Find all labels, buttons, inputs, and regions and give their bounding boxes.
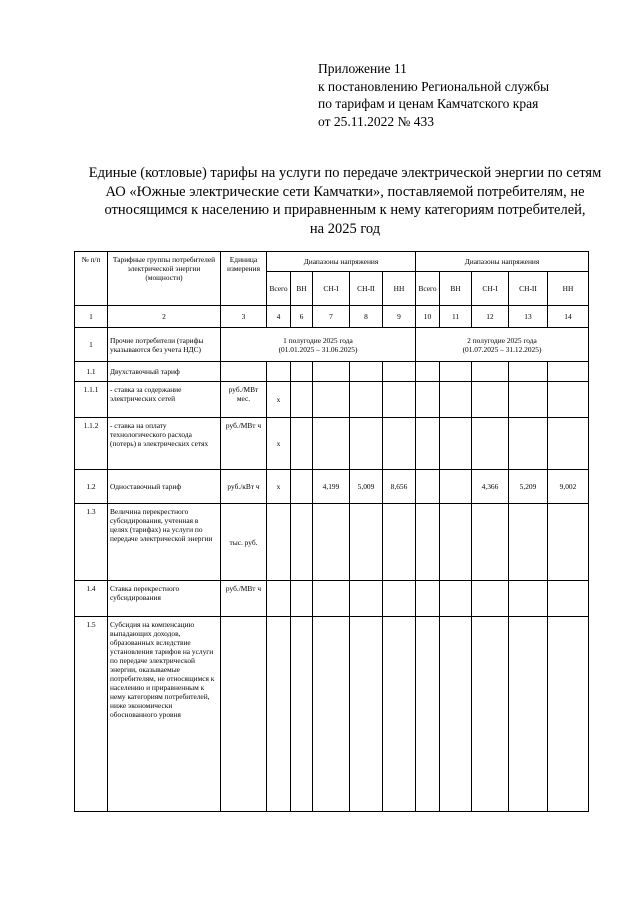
header-voltage-cell: СН-I <box>472 272 509 306</box>
row-num: 1.2 <box>75 470 108 504</box>
value-cell <box>472 418 509 470</box>
value-cell <box>383 581 416 617</box>
header-groups: Тарифные группы потребителей электрической энергии (мощности) <box>108 252 221 306</box>
column-number-row <box>75 306 589 328</box>
half-year-1 <box>221 328 416 362</box>
row-num: 1 <box>75 328 108 362</box>
table-row <box>75 617 589 812</box>
row-unit: руб./МВт ч <box>221 418 267 470</box>
value-cell <box>548 418 589 470</box>
value-cell <box>313 617 350 812</box>
value-cell <box>440 362 472 382</box>
row-name: Субсидия на компенсацию выпадающих доходов, образованных вследствие установления тарифов на услуги по передаче электрической энергии, оказываемые потребителям, не относящимся к населению и приравненным к нему категориям потребителей, ниже экономически обоснованного уровня <box>108 617 221 812</box>
row-name: - ставка на оплату технологического расхода (потерь) в электрических сетях <box>108 418 221 470</box>
value-cell <box>383 418 416 470</box>
header-voltage-cell: ВН <box>440 272 472 306</box>
value-cell: 4,366 <box>472 470 509 504</box>
value-cell <box>472 617 509 812</box>
value-cell <box>267 617 291 812</box>
header-voltage-cell: Всего <box>416 272 440 306</box>
column-number-cell: 12 <box>472 306 509 328</box>
table-row <box>75 382 589 418</box>
value-cell <box>291 362 313 382</box>
value-cell <box>440 617 472 812</box>
value-cell <box>440 418 472 470</box>
title-line: АО «Южные электрические сети Камчатки», поставляемой потребителям, не <box>105 183 585 200</box>
header-row <box>75 252 589 272</box>
header-range-1: Диапазоны напряжения <box>267 252 416 272</box>
row-name: Двухставочный тариф <box>108 362 221 382</box>
value-cell <box>472 581 509 617</box>
value-cell <box>509 418 548 470</box>
value-cell <box>291 581 313 617</box>
column-number-cell: 1 <box>75 306 108 328</box>
value-cell <box>416 617 440 812</box>
value-cell <box>416 470 440 504</box>
header-unit: Единица измерения <box>221 252 267 306</box>
column-number-cell: 11 <box>440 306 472 328</box>
value-cell <box>416 418 440 470</box>
half-year-1-dates: (01.01.2025 – 31.06.2025) <box>278 344 358 354</box>
value-cell <box>416 382 440 418</box>
title-line: относящимся к населению и приравненным к нему категориям потребителей, <box>104 202 586 218</box>
title-line: на 2025 год <box>309 220 381 237</box>
half-year-2 <box>416 328 589 362</box>
value-cell <box>548 581 589 617</box>
value-cell <box>291 504 313 581</box>
value-cell <box>509 382 548 418</box>
column-number-cell: 4 <box>267 306 291 328</box>
value-cell <box>350 418 383 470</box>
row-unit <box>221 617 267 812</box>
row-num: 1.1.1 <box>75 382 108 418</box>
value-cell <box>291 418 313 470</box>
table-row <box>75 418 589 470</box>
row-num: 1.4 <box>75 581 108 617</box>
value-cell: х <box>267 470 291 504</box>
appendix-line: по тарифам и ценам Камчатского края <box>318 96 539 111</box>
value-cell <box>313 362 350 382</box>
column-number-cell: 8 <box>350 306 383 328</box>
appendix-line: от 25.11.2022 № 433 <box>318 113 434 129</box>
value-cell <box>313 382 350 418</box>
value-cell <box>350 617 383 812</box>
value-cell: х <box>267 382 291 418</box>
row-num: 1.1 <box>75 362 108 382</box>
row-name: Одноставочный тариф <box>108 470 221 504</box>
row-num: 1.3 <box>75 504 108 581</box>
table-row <box>75 504 589 581</box>
column-number-cell: 2 <box>108 306 221 328</box>
value-cell <box>313 504 350 581</box>
value-cell <box>472 382 509 418</box>
value-cell <box>509 581 548 617</box>
value-cell <box>509 504 548 581</box>
title-line: Единые (котловые) тарифы на услуги по передаче электрической энергии по сетям <box>88 165 602 181</box>
value-cell <box>350 504 383 581</box>
header-voltage-cell: СН-I <box>313 272 350 306</box>
row-unit: тыс. руб. <box>221 504 267 581</box>
value-cell <box>350 362 383 382</box>
row-name: Ставка перекрестного субсидирования <box>108 581 221 617</box>
row-unit: руб./кВт ч <box>221 470 267 504</box>
row-name: - ставка за содержание электрических сетей <box>108 382 221 418</box>
value-cell <box>291 382 313 418</box>
row-num: 1.5 <box>75 617 108 812</box>
appendix-line: Приложение 11 <box>318 61 407 76</box>
value-cell <box>440 581 472 617</box>
half-year-1-label: 1 полугодие 2025 года <box>283 335 353 345</box>
column-number-cell: 9 <box>383 306 416 328</box>
header-voltage-cell: Всего <box>267 272 291 306</box>
value-cell <box>509 617 548 812</box>
value-cell: 5,209 <box>509 470 548 504</box>
value-cell <box>548 382 589 418</box>
row-name: Прочие потребители (тарифы указываются без учета НДС) <box>108 328 221 362</box>
value-cell <box>472 362 509 382</box>
value-cell <box>267 581 291 617</box>
value-cell <box>416 504 440 581</box>
value-cell <box>313 581 350 617</box>
value-cell <box>548 617 589 812</box>
header-voltage-cell: НН <box>548 272 589 306</box>
value-cell: 8,656 <box>383 470 416 504</box>
header-voltage-cell: СН-II <box>509 272 548 306</box>
table-row <box>75 328 589 362</box>
half-year-2-dates: (01.07.2025 – 31.12.2025) <box>462 344 542 354</box>
header-range-2: Диапазоны напряжения <box>416 252 589 272</box>
value-cell: 5,009 <box>350 470 383 504</box>
value-cell <box>440 382 472 418</box>
table-row <box>75 470 589 504</box>
value-cell <box>416 581 440 617</box>
value-cell: 9,002 <box>548 470 589 504</box>
header-num: № п/п <box>75 252 108 306</box>
value-cell <box>313 418 350 470</box>
document-title <box>62 164 628 238</box>
value-cell <box>291 617 313 812</box>
value-cell <box>383 617 416 812</box>
appendix-line: к постановлению Региональной службы <box>318 78 550 94</box>
value-cell <box>383 362 416 382</box>
table-row <box>75 362 589 382</box>
table-row <box>75 581 589 617</box>
value-cell: 4,199 <box>313 470 350 504</box>
value-cell <box>440 504 472 581</box>
value-cell <box>548 504 589 581</box>
row-unit <box>221 362 267 382</box>
column-number-cell: 10 <box>416 306 440 328</box>
row-num: 1.1.2 <box>75 418 108 470</box>
tariff-table <box>74 251 589 812</box>
row-name: Величина перекрестного субсидирования, учтенная в целях (тарифах) на услуги по передаче электрической энергии <box>108 504 221 581</box>
value-cell <box>440 470 472 504</box>
header-voltage-cell: НН <box>383 272 416 306</box>
value-cell <box>548 362 589 382</box>
half-year-2-label: 2 полугодие 2025 года <box>467 335 537 345</box>
value-cell <box>416 362 440 382</box>
value-cell <box>291 470 313 504</box>
header-voltage-cell: СН-II <box>350 272 383 306</box>
value-cell <box>383 382 416 418</box>
value-cell <box>350 382 383 418</box>
row-unit: руб./МВт ч <box>221 581 267 617</box>
value-cell: х <box>267 418 291 470</box>
appendix-block <box>318 60 618 130</box>
value-cell <box>509 362 548 382</box>
value-cell <box>267 362 291 382</box>
value-cell <box>350 581 383 617</box>
row-unit: руб./МВт мес. <box>221 382 267 418</box>
value-cell <box>383 504 416 581</box>
column-number-cell: 14 <box>548 306 589 328</box>
column-number-cell: 3 <box>221 306 267 328</box>
value-cell <box>472 504 509 581</box>
column-number-cell: 7 <box>313 306 350 328</box>
value-cell <box>267 504 291 581</box>
column-number-cell: 13 <box>509 306 548 328</box>
column-number-cell: 6 <box>291 306 313 328</box>
header-voltage-cell: ВН <box>291 272 313 306</box>
